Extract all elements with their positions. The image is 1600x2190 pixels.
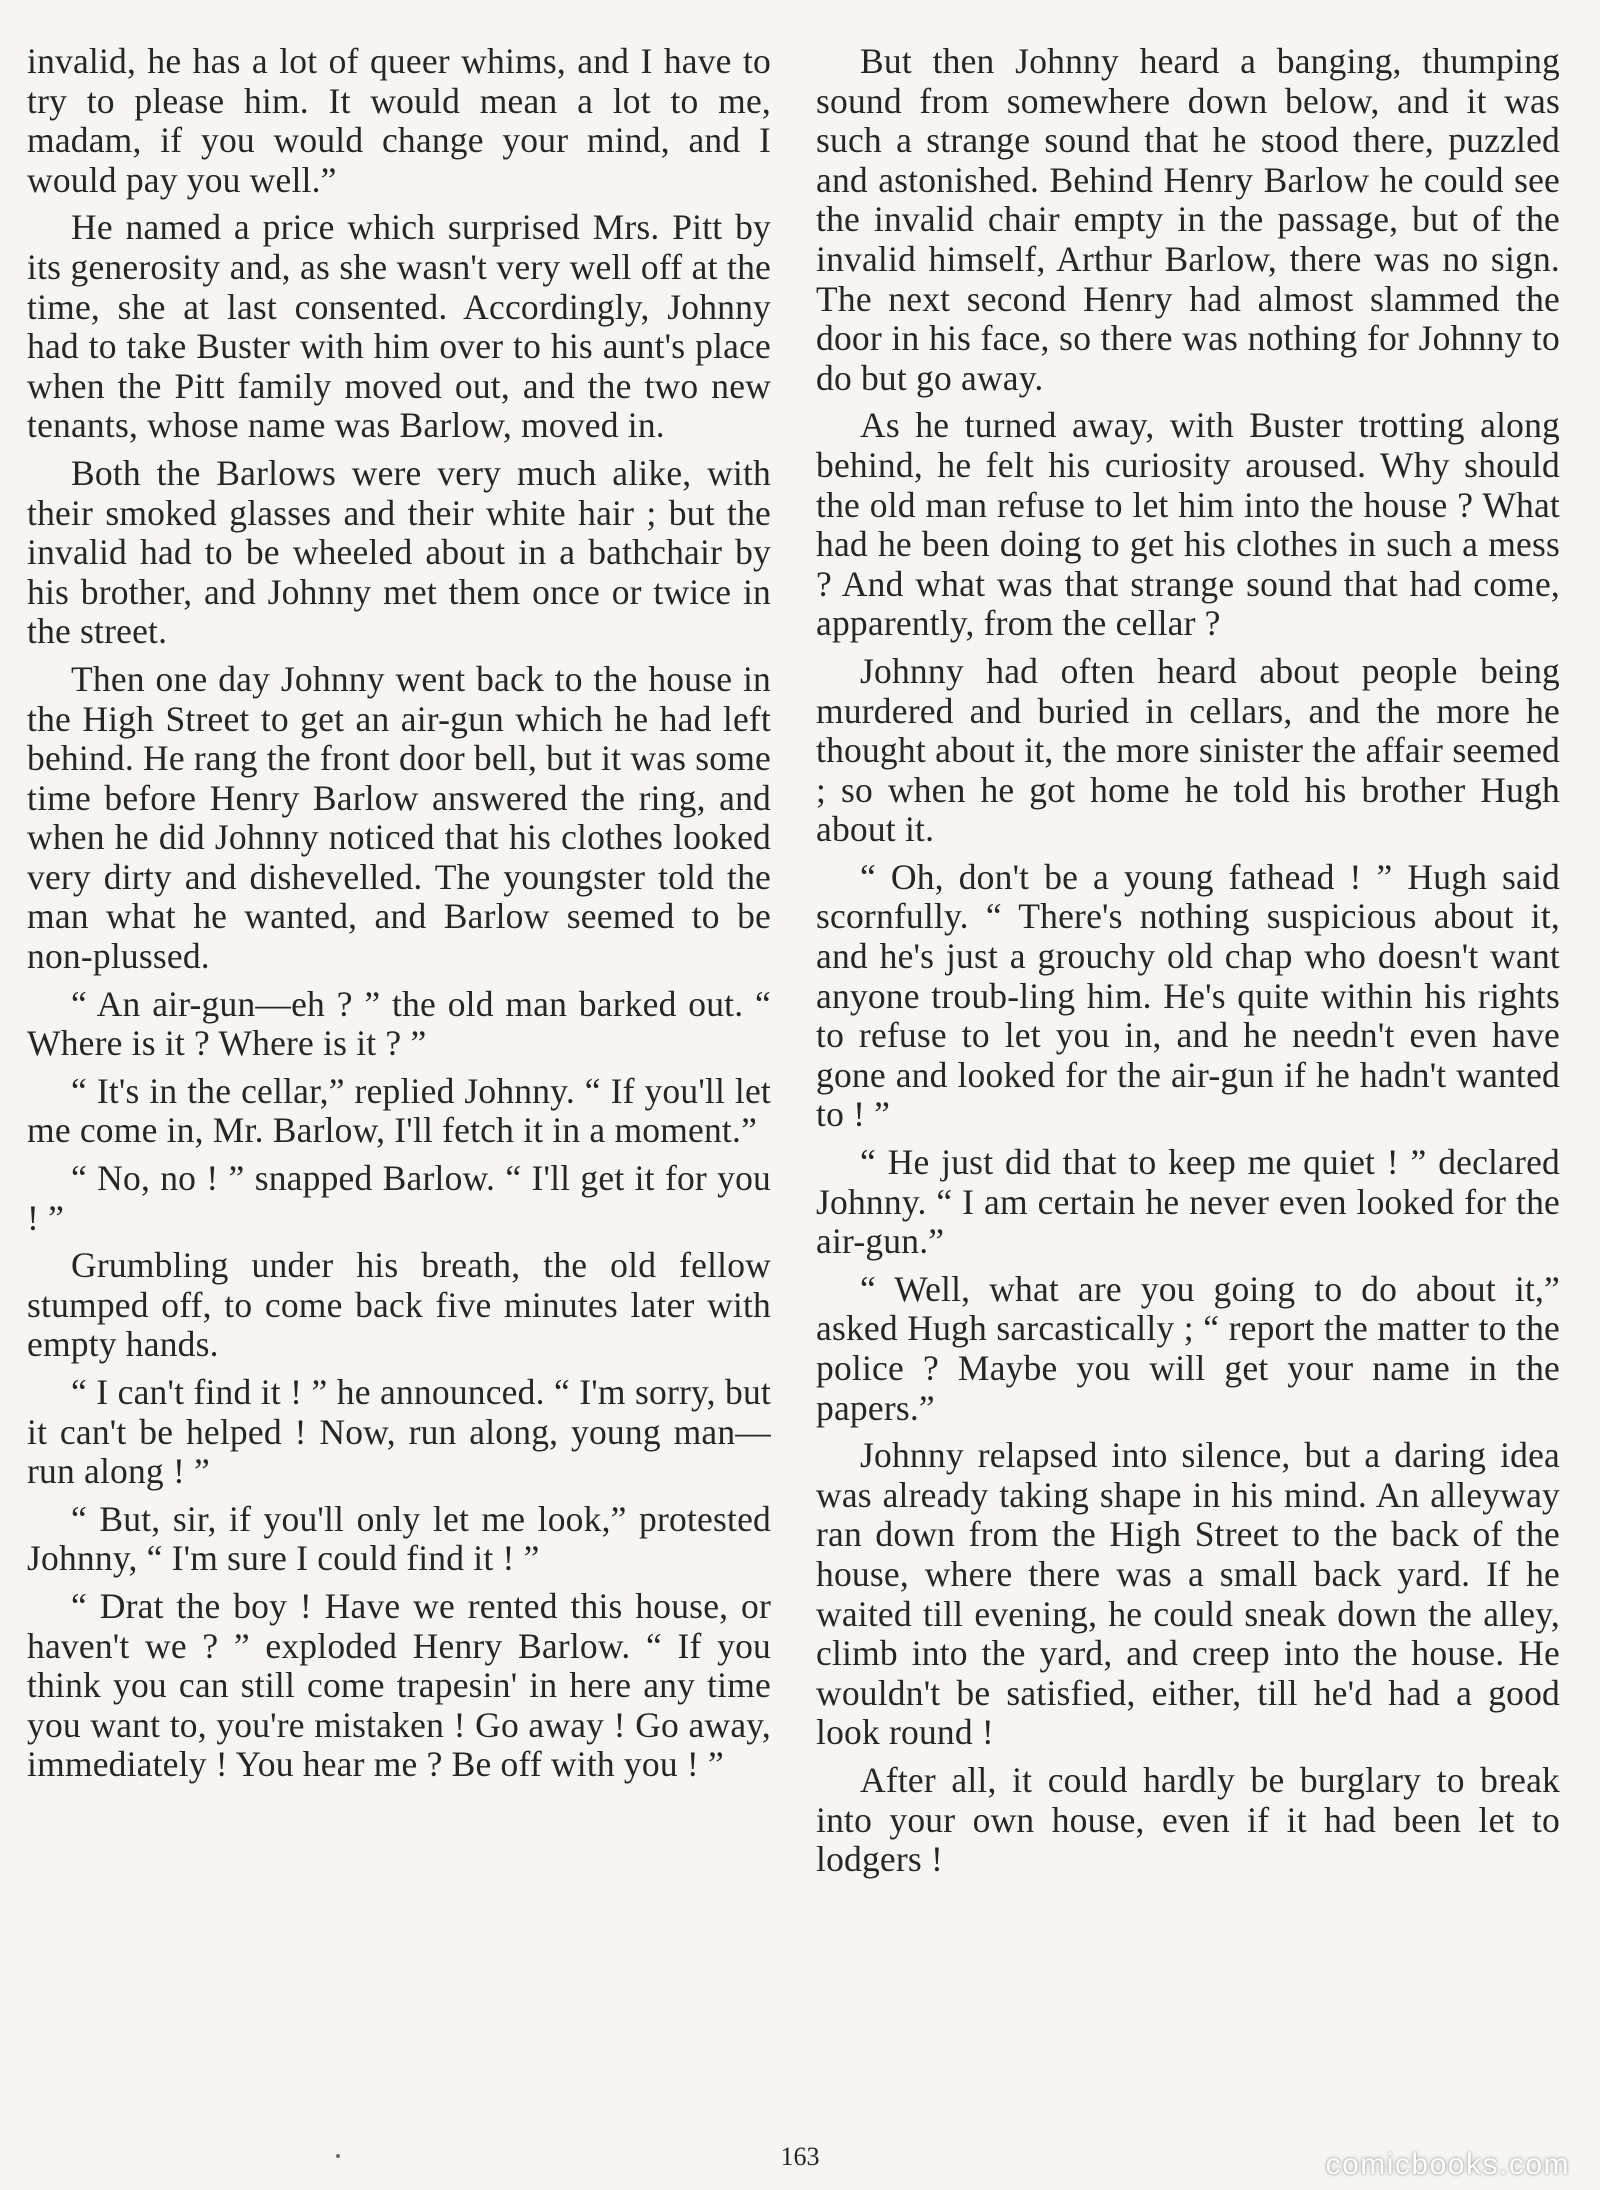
paragraph: “ He just did that to keep me quiet ! ” declared Johnny. “ I am certain he never even looked for the air-gun.” — [816, 1142, 1560, 1262]
paragraph: “ No, no ! ” snapped Barlow. “ I'll get it for you ! ” — [27, 1158, 771, 1238]
paragraph: But then Johnny heard a banging, thumping sound from somewhere down below, and it was such a strange sound that he stood there, puzzled and astonished. Behind Henry Barlow he could see the invalid chair empty in the passage, but of the invalid himself, Arthur Barlow, there was no sign. The next second Henry had almost slammed the door in his face, so there was nothing for Johnny to do but go away. — [816, 41, 1560, 398]
paragraph: Both the Barlows were very much alike, with their smoked glasses and their white hair ; but the invalid had to be wheeled about in a bathchair by his brother, and Johnny met them once or twice in the street. — [27, 452, 771, 652]
paragraph: Grumbling under his breath, the old fellow stumped off, to come back five minutes later with empty hands. — [27, 1245, 771, 1365]
paragraph: Then one day Johnny went back to the house in the High Street to get an air-gun which he had left behind. He rang the front door bell, but it was some time before Henry Barlow answered the ring, and when he did Johnny noticed that his clothes looked very dirty and dishevelled. The youngster told the man what he wanted, and Barlow seemed to be non-plussed. — [27, 658, 771, 977]
paragraph: Johnny relapsed into silence, but a daring idea was already taking shape in his mind. An alleyway ran down from the High Street to the back of the house, where there was a small back yard. If he waited till evening, he could sneak down the alley, climb into the yard, and creep into the house. He wouldn't be satisfied, either, till he'd had a good look round ! — [816, 1435, 1560, 1753]
left-text-column — [27, 42, 771, 1793]
paragraph: “ But, sir, if you'll only let me look,” protested Johnny, “ I'm sure I could find it ! ” — [27, 1498, 771, 1579]
paragraph: Johnny had often heard about people being murdered and buried in cellars, and the more he thought about it, the more sinister the affair seemed ; so when he got home he told his brother Hugh about it. — [816, 650, 1560, 850]
paragraph: invalid, he has a lot of queer whims, and I have to try to please him. It would mean a lot to me, madam, if you would change your mind, and I would pay you well.” — [27, 41, 771, 200]
watermark: comicbooks.com — [1325, 2148, 1570, 2181]
paragraph: “ Drat the boy ! Have we rented this house, or haven't we ? ” exploded Henry Barlow. “ If you think you can still come trapesin' in here any time you want to, you're mistaken ! Go away ! Go away, immediately ! You hear me ? Be off with you ! ” — [27, 1585, 771, 1785]
paragraph: “ Well, what are you going to do about it,” asked Hugh sarcastically ; “ report the matter to the police ? Maybe you will get your name in the papers.” — [816, 1268, 1560, 1428]
paragraph: As he turned away, with Buster trotting along behind, he felt his curiosity aroused. Why should the old man refuse to let him into the house ? What had he been doing to get his clothes in such a mess ? And what was that strange sound that had come, apparently, from the cellar ? — [816, 405, 1560, 644]
paragraph: “ An air-gun—eh ? ” the old man barked out. “ Where is it ? Where is it ? ” — [27, 983, 771, 1064]
paragraph: “ Oh, don't be a young fathead ! ” Hugh said scornfully. “ There's nothing suspicious about it, and he's just a grouchy old chap who doesn't want anyone troub-ling him. He's quite within his rights to refuse to let you in, and he needn't even have gone and looked for the air-gun if he hadn't wanted to ! ” — [816, 856, 1560, 1135]
paragraph: He named a price which surprised Mrs. Pitt by its generosity and, as she wasn't very well off at the time, she at last consented. Accordingly, Johnny had to take Buster with him over to his aunt's place when the Pitt family moved out, and the two new tenants, whose name was Barlow, moved in. — [27, 207, 771, 446]
right-text-column — [816, 42, 1560, 1888]
paragraph: “ I can't find it ! ” he announced. “ I'm sorry, but it can't be helped ! Now, run along, young man—run along ! ” — [27, 1372, 771, 1492]
paragraph: After all, it could hardly be burglary to break into your own house, even if it had been let to lodgers ! — [816, 1759, 1560, 1880]
paragraph: “ It's in the cellar,” replied Johnny. “ If you'll let me come in, Mr. Barlow, I'll fetch it in a moment.” — [27, 1070, 771, 1151]
page-number: 163 — [780, 2142, 820, 2171]
